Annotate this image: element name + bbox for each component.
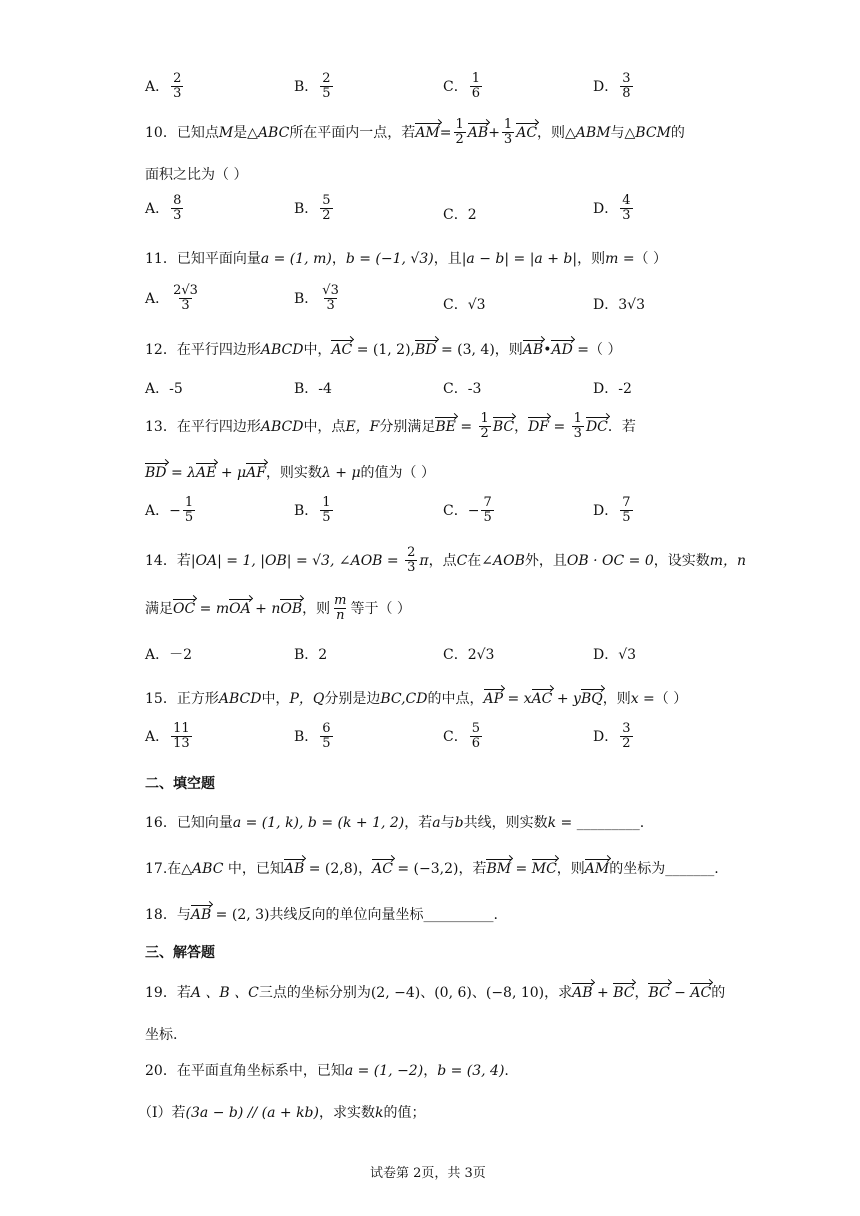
text-fragment: − [169, 502, 181, 519]
text-fragment: (3a − b) // (a + kb) [185, 1105, 319, 1121]
text-fragment: AC [516, 124, 538, 141]
fraction [572, 412, 584, 442]
text-fragment: k [374, 1105, 384, 1121]
text-fragment: 3 [622, 71, 631, 86]
text-fragment: 的 [711, 985, 726, 1001]
text-fragment: 分别是边 [324, 691, 381, 707]
text-fragment: 5 [322, 193, 331, 208]
q14-option-b [294, 644, 327, 664]
text-fragment: -5 [169, 381, 183, 397]
text-fragment: A． [145, 290, 170, 307]
text-fragment: π [419, 552, 429, 569]
text-fragment: BQ [580, 691, 603, 707]
text-fragment: E，F [345, 418, 380, 435]
text-fragment: ，则实数 [265, 465, 322, 481]
text-fragment: 5 [622, 510, 631, 526]
q12-option-b [294, 378, 332, 398]
fraction [320, 722, 332, 752]
text-fragment: b [454, 815, 464, 831]
text-fragment: C． [443, 381, 468, 397]
text-fragment: + [592, 985, 614, 1001]
q14-stem-line1 [145, 546, 746, 576]
q13-option-c [443, 496, 496, 526]
text-fragment: =（ ） [618, 251, 668, 267]
text-fragment: ， [423, 1063, 438, 1079]
text-fragment: 3 [326, 298, 335, 314]
text-fragment: A． [145, 381, 170, 397]
text-fragment: AB [522, 342, 544, 358]
text-fragment: 3√3 [618, 297, 645, 313]
text-fragment: = (3, 4) [436, 342, 495, 358]
text-fragment: 2√3 [173, 283, 198, 298]
q20-part-1 [138, 1102, 425, 1122]
text-fragment: AB [190, 907, 212, 923]
q20-stem [145, 1060, 509, 1080]
section-heading-fill-in: 二、填空题 [145, 776, 215, 792]
text-fragment: ，则 [577, 251, 606, 267]
text-fragment: 共线反向的单位向量坐标__________. [269, 907, 498, 923]
text-fragment: b = (3, 4) [437, 1063, 505, 1079]
q13-option-a [145, 496, 197, 526]
text-fragment: = (1, 2), [352, 342, 415, 358]
text-fragment: n [336, 608, 345, 624]
text-fragment: 所在平面内一点，若 [289, 124, 416, 141]
text-fragment: 5 [322, 86, 331, 102]
text-fragment: -4 [318, 381, 332, 397]
q14-stem-line2 [145, 594, 411, 624]
q11-option-d [593, 294, 645, 314]
text-fragment: 中，点 [303, 418, 346, 435]
text-fragment: D． [593, 502, 619, 519]
q15-option-b [294, 722, 335, 752]
q12-stem [145, 339, 621, 359]
text-fragment: + y [552, 691, 581, 707]
text-fragment: 5 [483, 510, 492, 526]
q19-stem-line1 [145, 982, 725, 1002]
text-fragment: B． [294, 290, 319, 307]
text-fragment: 共线，则实数 [463, 815, 548, 831]
text-fragment: λ + μ [321, 465, 361, 481]
text-fragment: AP [483, 691, 504, 707]
text-fragment: D． [593, 297, 619, 313]
text-fragment: = [439, 124, 452, 141]
fraction [332, 594, 348, 624]
text-fragment: ，求 [544, 985, 573, 1001]
text-fragment: 11．已知平面向量 [145, 251, 261, 267]
text-fragment: AF [246, 465, 266, 481]
text-fragment: A． [145, 728, 170, 745]
fraction [171, 72, 183, 102]
text-fragment: |a − b| = |a + b| [461, 251, 578, 267]
text-fragment: 3 [181, 298, 190, 314]
text-fragment: + n [250, 600, 281, 617]
text-fragment: 2 [318, 647, 328, 663]
text-fragment: 6 [471, 736, 480, 752]
text-fragment: C [456, 552, 468, 569]
text-fragment: 1 [322, 495, 331, 510]
text-fragment: MC [531, 861, 557, 877]
text-fragment: + [488, 124, 500, 141]
q9-option-b [294, 72, 335, 102]
q13-option-d [593, 496, 635, 526]
text-fragment: √3 [322, 283, 339, 298]
text-fragment: 5 [322, 510, 331, 526]
text-fragment: = (2,8)， [304, 861, 373, 877]
fraction [470, 72, 482, 102]
text-fragment: 2 [455, 132, 464, 148]
q19-stem-line2: 坐标. [145, 1027, 178, 1043]
text-fragment: = λ [166, 465, 197, 481]
text-fragment: a = (1, m) [260, 251, 332, 267]
text-fragment: -2 [618, 381, 632, 397]
text-fragment: = [511, 861, 532, 877]
text-fragment: ABCD [260, 342, 304, 358]
text-fragment: A 、B 、C [190, 985, 259, 1001]
text-fragment: = m [195, 600, 230, 617]
text-fragment: 分别满足 [379, 418, 436, 435]
text-fragment: 2 [622, 736, 631, 752]
q12-option-d [593, 378, 632, 398]
q11-stem [145, 248, 667, 268]
text-fragment: ， [634, 985, 649, 1001]
q10-stem-line1 [145, 118, 685, 148]
option-label: B． [294, 78, 319, 95]
text-fragment: √3 [618, 647, 637, 663]
page-footer: 试卷第 2页，共 3页 [370, 1166, 486, 1181]
text-fragment: 10．已知点 [145, 124, 219, 141]
text-fragment: C． [443, 207, 468, 223]
text-fragment: m，n [709, 552, 747, 569]
text-fragment: ， [514, 418, 529, 435]
text-fragment: 的坐标为_______. [609, 861, 719, 877]
text-fragment: k [547, 815, 557, 831]
option-label: D． [593, 78, 619, 95]
text-fragment: 4 [622, 193, 631, 208]
text-fragment: = (−3,2)，若 [392, 861, 487, 877]
text-fragment: ，点 [428, 552, 457, 569]
text-fragment: BD [415, 342, 437, 358]
text-fragment: AB [467, 124, 489, 141]
text-fragment: C． [443, 502, 468, 519]
text-fragment: 15．正方形 [145, 691, 219, 707]
text-fragment: ．若 [607, 418, 636, 435]
q14-option-d [593, 644, 636, 664]
text-fragment: 1 [471, 71, 480, 86]
text-fragment: OB · OC = 0 [566, 552, 654, 569]
q15-option-c [443, 722, 484, 752]
q16-stem [145, 812, 644, 832]
text-fragment: 与 [610, 124, 625, 141]
text-fragment: BM [486, 861, 512, 877]
q13-option-b [294, 496, 335, 526]
text-fragment: OC [173, 600, 196, 617]
text-fragment: DC [585, 418, 608, 435]
text-fragment: BC [613, 985, 635, 1001]
fraction [405, 546, 417, 576]
text-fragment: C． [443, 297, 468, 313]
text-fragment: 3 [503, 132, 513, 148]
text-fragment: . [504, 1063, 509, 1079]
text-fragment: B． [294, 647, 319, 663]
text-fragment: 6 [322, 721, 331, 736]
q13-stem-line2 [145, 462, 435, 482]
text-fragment: －2 [169, 647, 193, 663]
option-label: A． [145, 78, 170, 95]
q10-stem-line2: 面积之比为（ ） [145, 167, 248, 183]
text-fragment: 外，且 [524, 552, 567, 569]
text-fragment: -3 [467, 381, 482, 397]
fraction [320, 284, 341, 314]
text-fragment: 在 [467, 552, 482, 569]
text-fragment: • [543, 342, 552, 358]
fraction [171, 194, 183, 224]
q12-option-c [443, 378, 481, 398]
text-fragment: = _________. [556, 815, 645, 831]
text-fragment: △ABM [565, 124, 611, 141]
text-fragment: ABCD [260, 418, 304, 435]
q15-option-a [145, 722, 194, 752]
text-fragment: A． [145, 647, 170, 663]
text-fragment: ，则 [602, 691, 631, 707]
fraction [183, 496, 195, 526]
text-fragment: ，则 [494, 342, 523, 358]
text-fragment: BC [648, 985, 670, 1001]
text-fragment: 2 [322, 208, 331, 224]
q14-option-a [145, 644, 192, 664]
q11-option-c [443, 294, 486, 314]
text-fragment: ABCD [218, 691, 262, 707]
text-fragment: D． [593, 728, 619, 745]
text-fragment: 3 [622, 721, 631, 736]
text-fragment: − [669, 985, 691, 1001]
text-fragment: DF [528, 418, 550, 435]
text-fragment: b = (−1, √3) [345, 251, 434, 267]
text-fragment: D． [593, 200, 619, 217]
fraction [479, 412, 491, 442]
text-fragment: = [549, 418, 570, 435]
text-fragment: △ABC [247, 124, 290, 141]
text-fragment: 是 [233, 124, 248, 141]
q9-option-d [593, 72, 635, 102]
q12-option-a [145, 378, 183, 398]
text-fragment: ， [331, 251, 346, 267]
text-fragment: √3 [467, 297, 486, 313]
text-fragment: a [432, 815, 441, 831]
q13-stem-line1 [145, 412, 636, 442]
text-fragment: D． [593, 381, 619, 397]
fraction [320, 496, 332, 526]
text-fragment: AC [331, 342, 353, 358]
text-fragment: 13．在平行四边形 [145, 418, 261, 435]
text-fragment: AC [372, 861, 393, 877]
fraction [320, 194, 332, 224]
text-fragment: − [467, 502, 480, 519]
fraction [470, 722, 482, 752]
fraction [171, 284, 200, 314]
text-fragment: 的中点， [427, 691, 484, 707]
q17-stem [145, 858, 719, 878]
text-fragment: 中，已知 [223, 861, 284, 877]
fraction [502, 118, 514, 148]
text-fragment: 18．与 [145, 907, 191, 923]
text-fragment: 的值为（ ） [360, 465, 435, 481]
text-fragment: AB [283, 861, 305, 877]
text-fragment: ，设实数 [653, 552, 710, 569]
text-fragment: C． [443, 728, 468, 745]
text-fragment: C． [443, 647, 468, 663]
text-fragment: B． [294, 200, 319, 217]
text-fragment: 19．若 [145, 985, 191, 1001]
text-fragment: = (2, 3) [211, 907, 270, 923]
text-fragment: =（ ） [638, 691, 688, 707]
text-fragment: BD [145, 465, 167, 481]
text-fragment: = [455, 418, 477, 435]
text-fragment: 5 [471, 721, 480, 736]
text-fragment: x [630, 691, 639, 707]
text-fragment: |OA| = 1, |OB| = √3, ∠AOB = [190, 552, 404, 569]
fraction [620, 194, 632, 224]
text-fragment: m [605, 251, 619, 267]
text-fragment: m [334, 593, 347, 608]
text-fragment: 3 [407, 560, 416, 576]
fraction [620, 496, 632, 526]
text-fragment: 1 [455, 117, 464, 132]
text-fragment: = x [503, 691, 532, 707]
text-fragment: （I）若 [138, 1105, 186, 1121]
q15-stem [145, 688, 687, 708]
text-fragment: ，若 [404, 815, 433, 831]
q9-option-a [145, 72, 185, 102]
text-fragment: 3 [173, 86, 182, 102]
text-fragment: 的值； [383, 1105, 426, 1121]
text-fragment: 等于（ ） [350, 600, 411, 617]
text-fragment: + μ [216, 465, 247, 481]
text-fragment: 13 [173, 736, 190, 752]
text-fragment: 20．在平面直角坐标系中，已知 [145, 1063, 345, 1079]
text-fragment: △BCM [624, 124, 671, 141]
text-fragment: 三点的坐标分别为 [258, 985, 371, 1001]
text-fragment: A． [145, 200, 170, 217]
text-fragment: 5 [322, 736, 331, 752]
text-fragment: M [218, 124, 234, 141]
fraction [320, 72, 332, 102]
text-fragment: 1 [480, 411, 489, 426]
text-fragment: 8 [173, 193, 182, 208]
text-fragment: B． [294, 502, 319, 519]
text-fragment: 2 [467, 207, 477, 223]
text-fragment: ABC [192, 861, 224, 877]
text-fragment: ，则 [556, 861, 585, 877]
text-fragment: a = (1, −2) [344, 1063, 424, 1079]
text-fragment: ，则 [537, 124, 566, 141]
text-fragment: 2 [173, 71, 182, 86]
text-fragment: BC [492, 418, 515, 435]
text-fragment: AE [196, 465, 217, 481]
text-fragment: 6 [471, 86, 480, 102]
text-fragment: 2 [480, 426, 489, 442]
text-fragment: 3 [622, 208, 631, 224]
section-heading-solve: 三、解答题 [145, 945, 215, 961]
q10-option-d [593, 194, 635, 224]
text-fragment: ，求实数 [318, 1105, 375, 1121]
text-fragment: 与 [440, 815, 455, 831]
text-fragment: 5 [184, 510, 194, 526]
text-fragment: 12．在平行四边形 [145, 342, 261, 358]
q10-option-b [294, 194, 335, 224]
text-fragment: =（ ） [572, 342, 622, 358]
text-fragment: 中， [303, 342, 332, 358]
text-fragment: 7 [622, 495, 631, 510]
fraction [171, 722, 192, 752]
text-fragment: 17.在△ [145, 861, 193, 877]
fraction [481, 496, 493, 526]
text-fragment: AC [531, 691, 553, 707]
text-fragment: B． [294, 381, 319, 397]
text-fragment: 16．已知向量 [145, 815, 233, 831]
text-fragment: 2√3 [467, 647, 495, 663]
text-fragment: AC [690, 985, 712, 1001]
text-fragment: 中， [261, 691, 290, 707]
text-fragment: AM [415, 124, 440, 141]
q10-option-c [443, 204, 477, 224]
text-fragment: ，且 [433, 251, 462, 267]
option-label: C． [443, 78, 468, 95]
text-fragment: P，Q [289, 691, 325, 707]
text-fragment: 3 [573, 426, 582, 442]
text-fragment: AM [584, 861, 610, 877]
text-fragment: AD [551, 342, 573, 358]
text-fragment: 2 [322, 71, 331, 86]
text-fragment: ∠AOB [481, 552, 525, 569]
text-fragment: 8 [622, 86, 631, 102]
text-fragment: 7 [483, 495, 492, 510]
text-fragment: D． [593, 647, 619, 663]
q15-option-d [593, 722, 635, 752]
text-fragment: BC,CD [380, 691, 428, 707]
text-fragment: BE [435, 418, 456, 435]
text-fragment: 1 [184, 495, 194, 510]
text-fragment: 11 [173, 721, 190, 736]
text-fragment: 3 [173, 208, 182, 224]
q11-option-b [294, 284, 343, 314]
q18-stem [145, 904, 498, 924]
q9-option-c [443, 72, 484, 102]
text-fragment: OB [280, 600, 303, 617]
q14-option-c [443, 644, 494, 664]
text-fragment: (2, −4)、(0, 6)、(−8, 10) [370, 985, 545, 1001]
fraction [620, 72, 632, 102]
text-fragment: 满足 [145, 600, 173, 617]
text-fragment: a = (1, k), b = (k + 1, 2) [232, 815, 405, 831]
fraction [454, 118, 466, 148]
text-fragment: 1 [573, 411, 582, 426]
text-fragment: 1 [503, 117, 513, 132]
text-fragment: A． [145, 502, 170, 519]
fraction [620, 722, 632, 752]
q10-option-a [145, 194, 185, 224]
text-fragment: OA [229, 600, 251, 617]
text-fragment: 的 [670, 124, 685, 141]
text-fragment: AB [572, 985, 593, 1001]
text-fragment: 2 [407, 545, 416, 560]
text-fragment: ，则 [302, 600, 331, 617]
text-fragment: B． [294, 728, 319, 745]
text-fragment: 14．若 [145, 552, 191, 569]
q11-option-a [145, 284, 202, 314]
